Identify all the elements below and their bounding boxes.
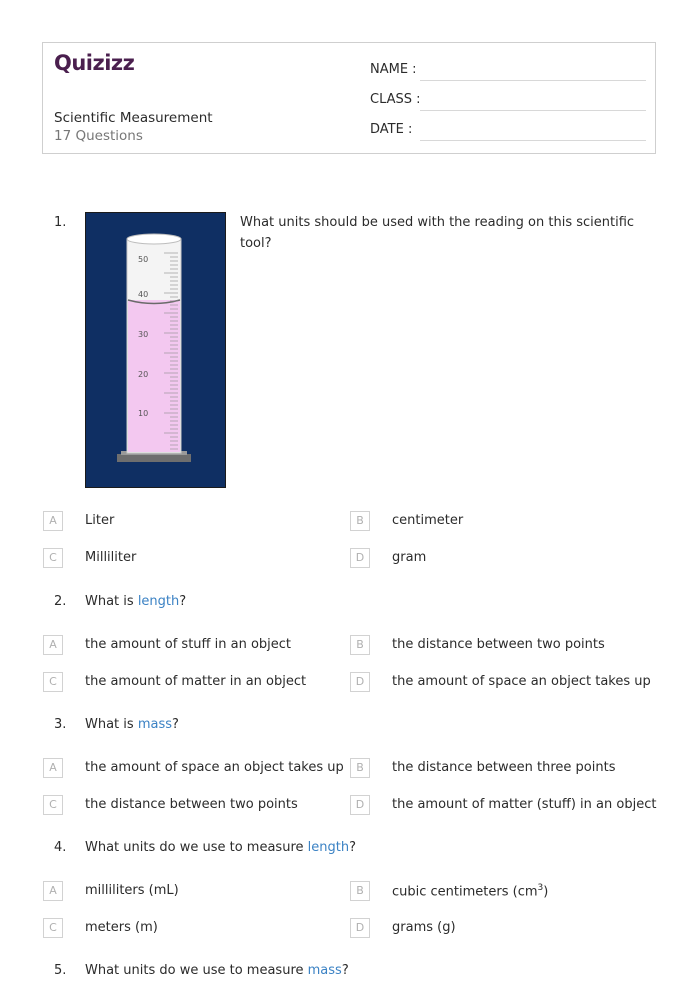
option-letter[interactable]: C bbox=[43, 918, 63, 938]
option-text[interactable]: meters (m) bbox=[85, 920, 158, 935]
question-text bbox=[85, 717, 179, 732]
option-letter[interactable]: C bbox=[43, 672, 63, 692]
scale-label-20: 20 bbox=[138, 370, 149, 379]
keyword-link[interactable]: mass bbox=[307, 963, 342, 978]
question-number: 3. bbox=[54, 717, 67, 732]
question-number: 4. bbox=[54, 840, 67, 855]
question-text-part: ? bbox=[179, 594, 187, 609]
option-letter[interactable]: B bbox=[350, 635, 370, 655]
superscript: 3 bbox=[537, 883, 544, 893]
option-letter[interactable]: D bbox=[350, 795, 370, 815]
question-text bbox=[85, 963, 349, 978]
question-text-part: What units do we use to measure bbox=[85, 963, 308, 978]
option-text[interactable]: centimeter bbox=[392, 513, 464, 528]
question-text-part: What is bbox=[85, 717, 138, 732]
option-text[interactable]: the distance between three points bbox=[392, 760, 616, 775]
option-text-part: ) bbox=[543, 884, 549, 900]
question-text-part: ? bbox=[172, 717, 179, 732]
question-text-part: What units do we use to measure bbox=[85, 840, 308, 855]
graduated-cylinder-image bbox=[85, 212, 226, 488]
name-field[interactable] bbox=[370, 59, 646, 81]
option-letter[interactable]: D bbox=[350, 672, 370, 692]
question-number: 5. bbox=[54, 963, 67, 978]
option-text[interactable]: the amount of space an object takes up bbox=[85, 760, 344, 775]
graduated-cylinder-icon bbox=[86, 213, 225, 487]
option-letter[interactable]: B bbox=[350, 758, 370, 778]
question-number: 1. bbox=[54, 215, 67, 230]
scale-label-40: 40 bbox=[138, 290, 149, 299]
option-text[interactable]: Liter bbox=[85, 513, 115, 528]
class-line bbox=[420, 110, 646, 111]
question-text-part: ? bbox=[349, 840, 356, 855]
option-text[interactable]: milliliters (mL) bbox=[85, 883, 179, 898]
option-text[interactable]: grams (g) bbox=[392, 920, 456, 935]
class-field[interactable] bbox=[370, 89, 646, 111]
option-text[interactable]: the amount of matter (stuff) in an object bbox=[392, 797, 657, 812]
scale-label-50: 50 bbox=[138, 255, 149, 264]
option-letter[interactable]: D bbox=[350, 548, 370, 568]
option-letter[interactable]: C bbox=[43, 795, 63, 815]
option-letter[interactable]: B bbox=[350, 511, 370, 531]
worksheet-title: Scientific Measurement bbox=[54, 110, 213, 126]
option-text[interactable]: the amount of stuff in an object bbox=[85, 637, 292, 652]
question-count: 17 Questions bbox=[54, 128, 143, 144]
date-line bbox=[420, 140, 646, 141]
keyword-link[interactable]: length bbox=[137, 594, 180, 609]
question-text-part: What is bbox=[85, 594, 138, 609]
class-label: CLASS : bbox=[370, 92, 421, 107]
scale-label-10: 10 bbox=[138, 409, 149, 418]
question-text bbox=[85, 594, 186, 609]
option-letter[interactable]: A bbox=[43, 635, 63, 655]
question-text-part: ? bbox=[341, 963, 349, 978]
option-letter[interactable]: A bbox=[43, 758, 63, 778]
option-text-part: cubic centimeters (cm bbox=[392, 884, 538, 900]
scale-label-30: 30 bbox=[138, 330, 149, 339]
keyword-link[interactable]: length bbox=[307, 840, 350, 855]
option-letter[interactable]: B bbox=[350, 881, 370, 901]
option-text[interactable]: gram bbox=[392, 550, 427, 565]
option-letter[interactable]: D bbox=[350, 918, 370, 938]
name-line bbox=[420, 80, 646, 81]
option-letter[interactable]: A bbox=[43, 881, 63, 901]
name-label: NAME : bbox=[370, 62, 417, 77]
option-letter[interactable]: A bbox=[43, 511, 63, 531]
question-text: What units should be used with the reading on this scientific tool? bbox=[240, 215, 635, 251]
option-text[interactable]: the distance between two points bbox=[85, 797, 298, 812]
quizizz-logo: Quizizz bbox=[54, 51, 135, 75]
option-text[interactable]: the distance between two points bbox=[392, 637, 605, 652]
question-number: 2. bbox=[54, 594, 67, 609]
keyword-link[interactable]: mass bbox=[137, 717, 172, 732]
date-label: DATE : bbox=[370, 122, 413, 137]
option-letter[interactable]: C bbox=[43, 548, 63, 568]
date-field[interactable] bbox=[370, 119, 646, 141]
worksheet-header bbox=[42, 42, 656, 154]
option-text[interactable]: the amount of matter in an object bbox=[85, 674, 307, 689]
option-text[interactable]: Milliliter bbox=[85, 550, 137, 565]
question-text bbox=[85, 840, 356, 855]
option-text[interactable]: the amount of space an object takes up bbox=[392, 674, 651, 689]
option-text[interactable] bbox=[392, 883, 548, 899]
